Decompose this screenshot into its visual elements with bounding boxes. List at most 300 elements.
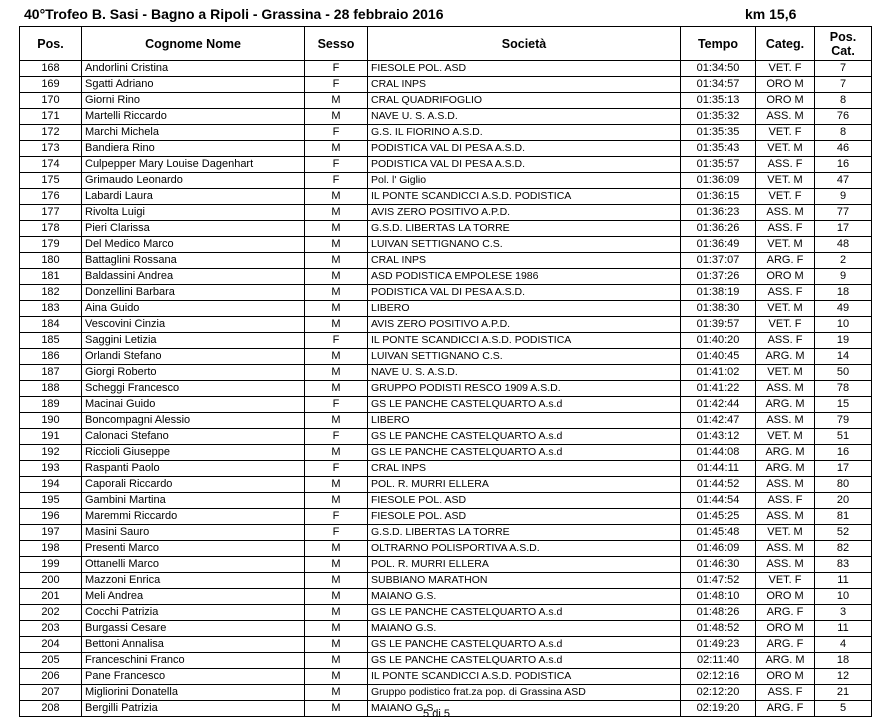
- cell-time: 01:35:13: [681, 93, 756, 109]
- cell-name: Calonaci Stefano: [82, 429, 305, 445]
- table-row: [20, 685, 872, 701]
- cell-club: G.S. IL FIORINO A.S.D.: [368, 125, 681, 141]
- cell-category-pos: 14: [815, 349, 872, 365]
- table-row: [20, 301, 872, 317]
- cell-club: Pol. l' Giglio: [368, 173, 681, 189]
- table-row: [20, 253, 872, 269]
- cell-name: Bergilli Patrizia: [82, 701, 305, 717]
- cell-name: Donzellini Barbara: [82, 285, 305, 301]
- cell-time: 01:39:57: [681, 317, 756, 333]
- table-row: [20, 637, 872, 653]
- cell-pos: 206: [20, 669, 82, 685]
- cell-time: 01:41:22: [681, 381, 756, 397]
- cell-category: ASS. F: [756, 157, 815, 173]
- cell-sex: M: [305, 317, 368, 333]
- cell-name: Pieri Clarissa: [82, 221, 305, 237]
- cell-category: ORO M: [756, 269, 815, 285]
- table-row: [20, 317, 872, 333]
- cell-sex: M: [305, 445, 368, 461]
- cell-pos: 181: [20, 269, 82, 285]
- cell-sex: F: [305, 333, 368, 349]
- col-header-sex: Sesso: [305, 27, 368, 61]
- table-row: [20, 605, 872, 621]
- cell-sex: M: [305, 653, 368, 669]
- cell-category-pos: 79: [815, 413, 872, 429]
- cell-sex: M: [305, 589, 368, 605]
- cell-category: VET. F: [756, 573, 815, 589]
- cell-club: PODISTICA VAL DI PESA A.S.D.: [368, 285, 681, 301]
- cell-category: VET. M: [756, 365, 815, 381]
- table-row: [20, 429, 872, 445]
- cell-category: ARG. F: [756, 253, 815, 269]
- cell-category: ASS. F: [756, 333, 815, 349]
- cell-club: GS LE PANCHE CASTELQUARTO A.s.d: [368, 605, 681, 621]
- cell-time: 01:47:52: [681, 573, 756, 589]
- results-table: [19, 26, 872, 717]
- table-header-row: [20, 27, 872, 61]
- cell-category: ASS. M: [756, 477, 815, 493]
- cell-name: Riccioli Giuseppe: [82, 445, 305, 461]
- cell-sex: F: [305, 125, 368, 141]
- cell-category-pos: 83: [815, 557, 872, 573]
- cell-time: 01:36:49: [681, 237, 756, 253]
- cell-sex: M: [305, 349, 368, 365]
- cell-name: Saggini Letizia: [82, 333, 305, 349]
- cell-category-pos: 9: [815, 189, 872, 205]
- cell-time: 01:38:19: [681, 285, 756, 301]
- cell-category: VET. M: [756, 237, 815, 253]
- cell-sex: M: [305, 141, 368, 157]
- cell-sex: M: [305, 605, 368, 621]
- cell-category-pos: 52: [815, 525, 872, 541]
- cell-pos: 202: [20, 605, 82, 621]
- cell-club: LUIVAN SETTIGNANO C.S.: [368, 237, 681, 253]
- cell-category-pos: 82: [815, 541, 872, 557]
- cell-sex: M: [305, 477, 368, 493]
- table-row: [20, 221, 872, 237]
- cell-name: Raspanti Paolo: [82, 461, 305, 477]
- cell-sex: M: [305, 109, 368, 125]
- cell-name: Baldassini Andrea: [82, 269, 305, 285]
- table-row: [20, 509, 872, 525]
- cell-club: IL PONTE SCANDICCI A.S.D. PODISTICA: [368, 669, 681, 685]
- cell-category-pos: 8: [815, 93, 872, 109]
- cell-pos: 208: [20, 701, 82, 717]
- cell-sex: M: [305, 365, 368, 381]
- cell-name: Mazzoni Enrica: [82, 573, 305, 589]
- cell-category: ASS. F: [756, 685, 815, 701]
- cell-sex: F: [305, 61, 368, 77]
- cell-time: 01:44:11: [681, 461, 756, 477]
- cell-pos: 185: [20, 333, 82, 349]
- cell-club: CRAL INPS: [368, 253, 681, 269]
- cell-pos: 205: [20, 653, 82, 669]
- cell-sex: F: [305, 461, 368, 477]
- cell-time: 01:35:43: [681, 141, 756, 157]
- cell-time: 01:35:32: [681, 109, 756, 125]
- cell-club: POL. R. MURRI ELLERA: [368, 557, 681, 573]
- cell-time: 01:43:12: [681, 429, 756, 445]
- cell-pos: 184: [20, 317, 82, 333]
- cell-sex: M: [305, 637, 368, 653]
- cell-time: 01:34:57: [681, 77, 756, 93]
- cell-name: Pane Francesco: [82, 669, 305, 685]
- table-row: [20, 269, 872, 285]
- cell-category: ASS. M: [756, 541, 815, 557]
- cell-club: MAIANO G.S.: [368, 621, 681, 637]
- cell-time: 01:48:26: [681, 605, 756, 621]
- cell-category: VET. F: [756, 317, 815, 333]
- cell-club: IL PONTE SCANDICCI A.S.D. PODISTICA: [368, 333, 681, 349]
- cell-category-pos: 17: [815, 461, 872, 477]
- table-row: [20, 397, 872, 413]
- cell-name: Gambini Martina: [82, 493, 305, 509]
- cell-sex: F: [305, 525, 368, 541]
- cell-time: 01:38:30: [681, 301, 756, 317]
- cell-pos: 183: [20, 301, 82, 317]
- cell-club: MAIANO G.S.: [368, 701, 681, 717]
- cell-club: SUBBIANO MARATHON: [368, 573, 681, 589]
- cell-time: 02:19:20: [681, 701, 756, 717]
- cell-name: Aina Guido: [82, 301, 305, 317]
- page-number: 5 di 5: [423, 708, 450, 720]
- table-row: [20, 557, 872, 573]
- cell-name: Maremmi Riccardo: [82, 509, 305, 525]
- table-row: [20, 77, 872, 93]
- cell-pos: 190: [20, 413, 82, 429]
- cell-category: ASS. F: [756, 221, 815, 237]
- cell-club: CRAL INPS: [368, 461, 681, 477]
- table-row: [20, 189, 872, 205]
- table-row: [20, 477, 872, 493]
- cell-name: Masini Sauro: [82, 525, 305, 541]
- cell-time: 01:40:20: [681, 333, 756, 349]
- cell-time: 01:36:15: [681, 189, 756, 205]
- cell-category-pos: 7: [815, 77, 872, 93]
- table-row: [20, 669, 872, 685]
- cell-category: ASS. M: [756, 381, 815, 397]
- cell-category: ASS. F: [756, 493, 815, 509]
- cell-category: ASS. M: [756, 557, 815, 573]
- cell-category-pos: 17: [815, 221, 872, 237]
- cell-sex: F: [305, 429, 368, 445]
- cell-sex: M: [305, 557, 368, 573]
- cell-category: ASS. M: [756, 205, 815, 221]
- cell-club: PODISTICA VAL DI PESA A.S.D.: [368, 141, 681, 157]
- cell-category-pos: 81: [815, 509, 872, 525]
- cell-time: 01:48:52: [681, 621, 756, 637]
- cell-club: LUIVAN SETTIGNANO C.S.: [368, 349, 681, 365]
- cell-name: Culpepper Mary Louise Dagenhart: [82, 157, 305, 173]
- cell-category: VET. F: [756, 125, 815, 141]
- cell-name: Ottanelli Marco: [82, 557, 305, 573]
- table-row: [20, 589, 872, 605]
- cell-name: Orlandi Stefano: [82, 349, 305, 365]
- cell-name: Bandiera Rino: [82, 141, 305, 157]
- cell-time: 01:44:54: [681, 493, 756, 509]
- cell-club: OLTRARNO POLISPORTIVA A.S.D.: [368, 541, 681, 557]
- cell-sex: F: [305, 77, 368, 93]
- cell-name: Migliorini Donatella: [82, 685, 305, 701]
- cell-category-pos: 5: [815, 701, 872, 717]
- cell-club: Gruppo podistico frat.za pop. di Grassina ASD: [368, 685, 681, 701]
- cell-category-pos: 78: [815, 381, 872, 397]
- cell-sex: M: [305, 541, 368, 557]
- cell-club: NAVE U. S. A.S.D.: [368, 365, 681, 381]
- col-header-category-pos: Pos. Cat.: [815, 27, 872, 61]
- cell-time: 01:49:23: [681, 637, 756, 653]
- cell-name: Scheggi Francesco: [82, 381, 305, 397]
- cell-time: 02:12:20: [681, 685, 756, 701]
- cell-name: Battaglini Rossana: [82, 253, 305, 269]
- cell-name: Sgatti Adriano: [82, 77, 305, 93]
- cell-club: GS LE PANCHE CASTELQUARTO A.s.d: [368, 653, 681, 669]
- col-header-name: Cognome Nome: [82, 27, 305, 61]
- cell-time: 01:35:57: [681, 157, 756, 173]
- table-row: [20, 141, 872, 157]
- cell-category: VET. F: [756, 189, 815, 205]
- cell-category-pos: 16: [815, 445, 872, 461]
- table-row: [20, 237, 872, 253]
- cell-category-pos: 49: [815, 301, 872, 317]
- cell-sex: M: [305, 301, 368, 317]
- cell-name: Giorgi Roberto: [82, 365, 305, 381]
- cell-club: FIESOLE POL. ASD: [368, 61, 681, 77]
- cell-name: Andorlini Cristina: [82, 61, 305, 77]
- cell-category-pos: 11: [815, 573, 872, 589]
- cell-category-pos: 4: [815, 637, 872, 653]
- cell-club: LIBERO: [368, 413, 681, 429]
- cell-name: Vescovini Cinzia: [82, 317, 305, 333]
- cell-category-pos: 21: [815, 685, 872, 701]
- cell-category-pos: 47: [815, 173, 872, 189]
- cell-category-pos: 10: [815, 317, 872, 333]
- cell-name: Del Medico Marco: [82, 237, 305, 253]
- cell-sex: F: [305, 397, 368, 413]
- cell-pos: 194: [20, 477, 82, 493]
- cell-category-pos: 76: [815, 109, 872, 125]
- cell-sex: M: [305, 189, 368, 205]
- cell-time: 01:36:26: [681, 221, 756, 237]
- cell-category: ASS. M: [756, 509, 815, 525]
- col-header-pos: Pos.: [20, 27, 82, 61]
- cell-category-pos: 18: [815, 285, 872, 301]
- cell-category-pos: 16: [815, 157, 872, 173]
- cell-category-pos: 51: [815, 429, 872, 445]
- cell-category-pos: 20: [815, 493, 872, 509]
- table-row: [20, 653, 872, 669]
- cell-category: VET. M: [756, 141, 815, 157]
- table-row: [20, 205, 872, 221]
- table-row: [20, 365, 872, 381]
- cell-club: ASD PODISTICA EMPOLESE 1986: [368, 269, 681, 285]
- table-row: [20, 173, 872, 189]
- cell-sex: M: [305, 701, 368, 717]
- cell-sex: F: [305, 509, 368, 525]
- cell-category: ORO M: [756, 589, 815, 605]
- table-row: [20, 493, 872, 509]
- cell-name: Burgassi Cesare: [82, 621, 305, 637]
- cell-category: ORO M: [756, 77, 815, 93]
- cell-pos: 189: [20, 397, 82, 413]
- cell-pos: 168: [20, 61, 82, 77]
- cell-club: CRAL QUADRIFOGLIO: [368, 93, 681, 109]
- cell-category-pos: 8: [815, 125, 872, 141]
- table-row: [20, 285, 872, 301]
- cell-category: ASS. F: [756, 285, 815, 301]
- cell-sex: M: [305, 381, 368, 397]
- table-row: [20, 61, 872, 77]
- table-row: [20, 413, 872, 429]
- cell-pos: 197: [20, 525, 82, 541]
- cell-club: FIESOLE POL. ASD: [368, 509, 681, 525]
- cell-pos: 196: [20, 509, 82, 525]
- cell-category: ASS. M: [756, 413, 815, 429]
- cell-club: MAIANO G.S.: [368, 589, 681, 605]
- cell-time: 01:46:09: [681, 541, 756, 557]
- cell-club: CRAL INPS: [368, 77, 681, 93]
- cell-category: ORO M: [756, 93, 815, 109]
- cell-category-pos: 9: [815, 269, 872, 285]
- cell-pos: 169: [20, 77, 82, 93]
- cell-name: Macinai Guido: [82, 397, 305, 413]
- cell-time: 01:37:26: [681, 269, 756, 285]
- cell-category-pos: 46: [815, 141, 872, 157]
- page-title: 40°Trofeo B. Sasi - Bagno a Ripoli - Grassina - 28 febbraio 2016: [24, 6, 444, 22]
- cell-club: AVIS ZERO POSITIVO A.P.D.: [368, 317, 681, 333]
- cell-time: 01:45:25: [681, 509, 756, 525]
- cell-club: GRUPPO PODISTI RESCO 1909 A.S.D.: [368, 381, 681, 397]
- cell-sex: M: [305, 413, 368, 429]
- cell-category: VET. M: [756, 173, 815, 189]
- cell-category-pos: 19: [815, 333, 872, 349]
- cell-category-pos: 48: [815, 237, 872, 253]
- cell-pos: 191: [20, 429, 82, 445]
- cell-name: Franceschini Franco: [82, 653, 305, 669]
- table-row: [20, 349, 872, 365]
- cell-category-pos: 7: [815, 61, 872, 77]
- cell-club: FIESOLE POL. ASD: [368, 493, 681, 509]
- cell-category-pos: 15: [815, 397, 872, 413]
- col-header-club: Società: [368, 27, 681, 61]
- cell-pos: 186: [20, 349, 82, 365]
- cell-name: Giorni Rino: [82, 93, 305, 109]
- cell-time: 01:40:45: [681, 349, 756, 365]
- table-row: [20, 445, 872, 461]
- cell-name: Caporali Riccardo: [82, 477, 305, 493]
- cell-pos: 201: [20, 589, 82, 605]
- cell-category: ORO M: [756, 669, 815, 685]
- cell-sex: M: [305, 205, 368, 221]
- cell-category: ARG. F: [756, 637, 815, 653]
- table-row: [20, 573, 872, 589]
- cell-pos: 207: [20, 685, 82, 701]
- cell-pos: 200: [20, 573, 82, 589]
- cell-pos: 179: [20, 237, 82, 253]
- cell-pos: 177: [20, 205, 82, 221]
- cell-name: Martelli Riccardo: [82, 109, 305, 125]
- cell-time: 01:36:23: [681, 205, 756, 221]
- cell-club: GS LE PANCHE CASTELQUARTO A.s.d: [368, 429, 681, 445]
- cell-category: ARG. F: [756, 701, 815, 717]
- table-row: [20, 541, 872, 557]
- cell-time: 01:41:02: [681, 365, 756, 381]
- cell-sex: M: [305, 237, 368, 253]
- cell-pos: 187: [20, 365, 82, 381]
- cell-category-pos: 10: [815, 589, 872, 605]
- cell-name: Grimaudo Leonardo: [82, 173, 305, 189]
- cell-name: Labardi Laura: [82, 189, 305, 205]
- cell-pos: 193: [20, 461, 82, 477]
- cell-pos: 170: [20, 93, 82, 109]
- cell-name: Meli Andrea: [82, 589, 305, 605]
- cell-name: Rivolta Luigi: [82, 205, 305, 221]
- table-row: [20, 461, 872, 477]
- col-header-time: Tempo: [681, 27, 756, 61]
- cell-pos: 180: [20, 253, 82, 269]
- cell-sex: M: [305, 285, 368, 301]
- cell-sex: M: [305, 493, 368, 509]
- cell-pos: 182: [20, 285, 82, 301]
- cell-time: 01:46:30: [681, 557, 756, 573]
- cell-pos: 203: [20, 621, 82, 637]
- cell-club: GS LE PANCHE CASTELQUARTO A.s.d: [368, 445, 681, 461]
- cell-category-pos: 12: [815, 669, 872, 685]
- table-row: [20, 333, 872, 349]
- table-row: [20, 125, 872, 141]
- cell-time: 01:45:48: [681, 525, 756, 541]
- cell-sex: M: [305, 573, 368, 589]
- table-row: [20, 621, 872, 637]
- race-distance: km 15,6: [745, 6, 797, 22]
- table-row: [20, 93, 872, 109]
- cell-name: Bettoni Annalisa: [82, 637, 305, 653]
- cell-pos: 199: [20, 557, 82, 573]
- cell-category: ASS. M: [756, 109, 815, 125]
- cell-category: VET. M: [756, 301, 815, 317]
- cell-category: ARG. M: [756, 349, 815, 365]
- table-row: [20, 157, 872, 173]
- cell-club: NAVE U. S. A.S.D.: [368, 109, 681, 125]
- cell-pos: 171: [20, 109, 82, 125]
- cell-time: 02:11:40: [681, 653, 756, 669]
- cell-time: 01:44:08: [681, 445, 756, 461]
- cell-category-pos: 50: [815, 365, 872, 381]
- cell-sex: F: [305, 157, 368, 173]
- cell-time: 02:12:16: [681, 669, 756, 685]
- cell-category-pos: 11: [815, 621, 872, 637]
- cell-sex: M: [305, 621, 368, 637]
- col-header-category: Categ.: [756, 27, 815, 61]
- cell-pos: 176: [20, 189, 82, 205]
- cell-sex: M: [305, 93, 368, 109]
- cell-time: 01:48:10: [681, 589, 756, 605]
- cell-club: POL. R. MURRI ELLERA: [368, 477, 681, 493]
- cell-sex: F: [305, 173, 368, 189]
- cell-category: ARG. M: [756, 653, 815, 669]
- cell-time: 01:37:07: [681, 253, 756, 269]
- cell-club: GS LE PANCHE CASTELQUARTO A.s.d: [368, 637, 681, 653]
- cell-sex: M: [305, 669, 368, 685]
- cell-name: Marchi Michela: [82, 125, 305, 141]
- table-row: [20, 109, 872, 125]
- cell-club: IL PONTE SCANDICCI A.S.D. PODISTICA: [368, 189, 681, 205]
- table-row: [20, 525, 872, 541]
- cell-time: 01:34:50: [681, 61, 756, 77]
- cell-category: ARG. M: [756, 397, 815, 413]
- cell-time: 01:44:52: [681, 477, 756, 493]
- cell-club: PODISTICA VAL DI PESA A.S.D.: [368, 157, 681, 173]
